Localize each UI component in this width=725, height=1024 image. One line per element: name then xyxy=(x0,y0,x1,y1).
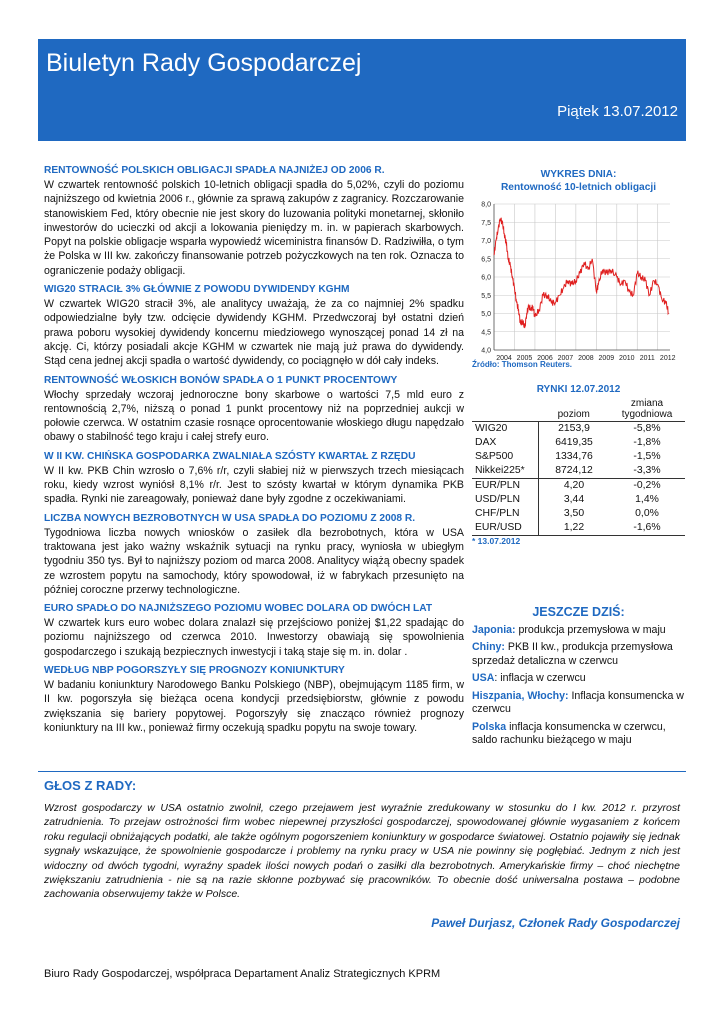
y-tick-label: 7,0 xyxy=(481,238,491,245)
currency-row: EUR/USD 1,22 -1,6% xyxy=(472,521,685,536)
article-body: W czwartek WIG20 stracił 3%, ale analitycy uważają, że za co najmniej 2% spadku odpowiedzialne były tzw. odcięcie dywidendy KGHM. Przedwczoraj był ostatni dzień prawa poboru wysokiej dywidendy koncernu miedziowego wynoszącej ponad 14 zł na akcję. Ci, którzy posiadali akcje KGHM w czwartek nie mają już prawa do dywidendy. Stąd cena jednej akcji spadła o wartość dywidendy, co pociągnęło w dół cały indeks. xyxy=(44,298,464,368)
article-title: LICZBA NOWYCH BEZROBOTNYCH W USA SPADŁA DO POZIOMU Z 2008 R. xyxy=(44,512,416,524)
x-tick-label: 2012 xyxy=(659,355,676,362)
x-tick-label: 2006 xyxy=(537,355,553,362)
today-item: Hiszpania, Włochy: Inflacja konsumencka w czerwcu xyxy=(472,689,684,715)
article-body: Tygodniowa liczba nowych wniosków o zasiłek dla bezrobotnych, która w USA traktowana jest jako ważny wskaźnik sytuacji na rynku pracy, wyniosła w ubiegłym tygodniu 350 tys. Był to najniższy poziom od marca 2008. Analitycy wiążą obecny spadek ze wzrostem popytu na samochody, który spowodował, iż w fabrykach przesunięto na później coroczne przerwy technologiczne. xyxy=(44,526,464,596)
y-tick-label: 4,0 xyxy=(481,347,491,355)
voice-author: Paweł Durjasz, Członek Rady Gospodarczej xyxy=(431,915,680,930)
article-title: RENTOWNOŚĆ WŁOSKICH BONÓW SPADŁA O 1 PUNKT PROCENTOWY xyxy=(44,374,398,386)
currency-row: EUR/PLN 4,20 -0,2% xyxy=(475,480,661,491)
y-tick-label: 8,0 xyxy=(481,201,491,209)
col-level-header: poziom xyxy=(557,409,590,420)
article-title: EURO SPADŁO DO NAJNIŻSZEGO POZIOMU WOBEC DOLARA OD DWÓCH LAT xyxy=(44,603,433,615)
article-title: RENTOWNOŚĆ POLSKICH OBLIGACJI SPADŁA NAJNIŻEJ OD 2006 R. xyxy=(44,165,385,176)
voice-text: Wzrost gospodarczy w USA ostatnio zwolnił, czego przejawem jest wyraźnie zredukowany w stosunku do I kw. 2012 r. przyrost zatrudnienia. To przejaw ostrożności firm wobec niepewnej przyszłości gospodarczej, spowodowanej głównie wygasaniem z końcem roku regulacji obniżających podatki, ale także ogólnym pogorszeniem koniunktury w gospodarce światowej. Ostatnio pojawiły się jednak sygnały wskazujące, że spowolnienie gospodarcze i problemy na rynku pracy w USA nie powinny się pogłębiać. Jednym z nich jest widoczny od dwóch tygodni, wyraźny spadek ilości nowych podań o zasiłki dla bezrobotnych. Amerykańskie firmy – choć niechętne zwiększaniu zatrudnienia - nie są na razie skłonne pozbywać się pracowników. To obecnie dość uniwersalna postawa – podobne zachowania obserwujemy także w Polsce. xyxy=(44,802,680,901)
news-column xyxy=(44,164,464,740)
y-tick-label: 4,5 xyxy=(481,329,491,337)
x-tick-label: 2011 xyxy=(639,355,655,362)
article-china-gdp xyxy=(44,450,464,507)
article-euro-dollar xyxy=(44,602,464,659)
article-title: WIG20 STRACIŁ 3% GŁÓWNIE Z POWODU DYWIDENDY KGHM xyxy=(44,284,350,296)
bulletin-date: Piątek 13.07.2012 xyxy=(557,103,678,120)
markets-header-row xyxy=(472,397,685,422)
bulletin-title: Biuletyn Rady Gospodarczej xyxy=(46,49,362,77)
article-body: Włochy sprzedały wczoraj jednoroczne bony skarbowe o wartości 7,5 mld euro z rentownością 2,7%, niższą o ponad 1 punkt procentowy niż na poprzedniej aukcji w połowie czerwca. W ostatnim czasie rosnące oprocentowanie włoskiego długu napędzało obawy o stabilność tego kraju i całej strefy euro. xyxy=(44,388,464,444)
council-voice xyxy=(38,771,686,930)
article-wig20 xyxy=(44,283,464,368)
x-tick-label: 2004 xyxy=(496,355,512,362)
y-tick-label: 5,5 xyxy=(481,292,491,300)
x-tick-label: 2008 xyxy=(578,355,594,362)
article-body: W czwartek rentowność polskich 10-letnich obligacji spadła do 5,02%, czyli do poziomu najniższego od kwietnia 2006 r., głównie za sprawą zakupów z zagranicy. Rozczarowanie stanowiskiem Fed, który obecnie nie jest skory do luzowania polityki monetarnej, skłoniło inwestorów do ucieczki od akcji a lokowania pieniędzy m. in. w papierach skarbowych. Popyt na polskie obligacje wsparła wypowiedź wiceministra finansów D. Radziwiłła, o tym że Polska w III kw. zakończy finansowanie potrzeb pożyczkowych na ten rok. Oznacza to ograniczenie podaży obligacji. xyxy=(44,179,464,277)
x-tick-label: 2010 xyxy=(619,355,635,362)
market-row: S&P500 1334,76 -1,5% xyxy=(475,451,661,462)
article-body: W czwartek kurs euro wobec dolara znalazł się przejściowo poniżej $1,22 spadając do poziomu najniższego od czerwca 2010. Inwestorzy obawiają się spowolnienia gospodarczego i szukają bezpiecznych inwestycji i taką staje się m. in. dolar . xyxy=(44,617,464,658)
chart-subheading: Rentowność 10-letnich obligacji xyxy=(500,182,657,193)
article-us-unemployment xyxy=(44,512,464,597)
today-events xyxy=(472,606,685,752)
sidebar xyxy=(472,164,685,746)
today-item: Chiny: PKB II kw., produkcja przemysłowa sprzedaż detaliczna w czerwcu xyxy=(472,641,673,667)
y-tick-label: 5,0 xyxy=(481,311,491,318)
article-polish-bonds xyxy=(44,164,464,278)
markets-note: * 13.07.2012 xyxy=(472,536,521,546)
header-banner xyxy=(38,39,686,141)
x-tick-label: 2009 xyxy=(598,355,615,362)
market-row: DAX 6419,35 -1,8% xyxy=(475,437,661,448)
markets-grid xyxy=(472,397,685,536)
footer-note: Biuro Rady Gospodarczej, współpraca Departament Analiz Strategicznych KPRM xyxy=(44,968,441,980)
markets-title: RYNKI 12.07.2012 xyxy=(536,384,621,395)
today-item: Polska inflacja konsumencka w czerwcu, saldo rachunku bieżącego w maju xyxy=(472,720,666,746)
currency-row: CHF/PLN 3,50 0,0% xyxy=(475,508,659,519)
article-italian-bills xyxy=(44,374,464,445)
y-tick-label: 6,0 xyxy=(481,274,491,282)
article-body: W badaniu koniunktury Narodowego Banku Polskiego (NBP), obejmującym 1185 firm, w II kw. pogorszyła się bieżąca ocena kondycji przedsiębiorstw, głównie z powodu zwiększania się bariery popytowej. Pogorszyły się znacząco również prognozy koniunktury na III kw., ponieważ firmy oczekują spadku popytu na swoje towary. xyxy=(44,679,464,734)
currency-row: USD/PLN 3,44 1,4% xyxy=(475,494,659,505)
chart-heading: WYKRES DNIA: xyxy=(540,169,617,180)
col-change-header: zmiana tygodniowa xyxy=(621,398,673,420)
chart-source: Źródło: Thomson Reuters. xyxy=(472,360,572,369)
x-tick-label: 2005 xyxy=(516,355,533,362)
article-nbp-forecast xyxy=(44,664,464,735)
article-title: WEDŁUG NBP POGORSZYŁY SIĘ PROGNOZY KONIUNKTURY xyxy=(44,665,345,677)
yield-series-line xyxy=(494,218,669,328)
article-body: W II kw. PKB Chin wzrosło o 7,6% r/r, czyli słabiej niż w pierwszych trzech miesiącach roku, kiedy wzrost wyniósł 8,1% r/r. Jest to szósty kwartał w którym dynamika PKB spadła. Rynki nie zareagowały, ponieważ dane były zgodne z oczekiwaniami. xyxy=(44,464,464,506)
markets-table xyxy=(472,384,685,546)
y-tick-label: 6,5 xyxy=(481,256,491,264)
voice-title: GŁOS Z RADY: xyxy=(44,778,137,793)
today-item: Japonia: produkcja przemysłowa w maju xyxy=(472,623,666,636)
market-row: WIG20 2153,9 -5,8% xyxy=(472,422,685,437)
x-tick-label: 2007 xyxy=(557,355,574,362)
article-title: W II KW. CHIŃSKA GOSPODARKA ZWALNIAŁA SZÓSTY KWARTAŁ Z RZĘDU xyxy=(44,450,416,462)
today-item: USA: inflacja w czerwcu xyxy=(472,672,586,684)
market-row: Nikkei225* 8724,12 -3,3% xyxy=(472,464,685,479)
yield-chart xyxy=(472,198,685,366)
today-title: JESZCZE DZIŚ: xyxy=(532,605,625,619)
y-tick-label: 7,5 xyxy=(481,219,491,227)
